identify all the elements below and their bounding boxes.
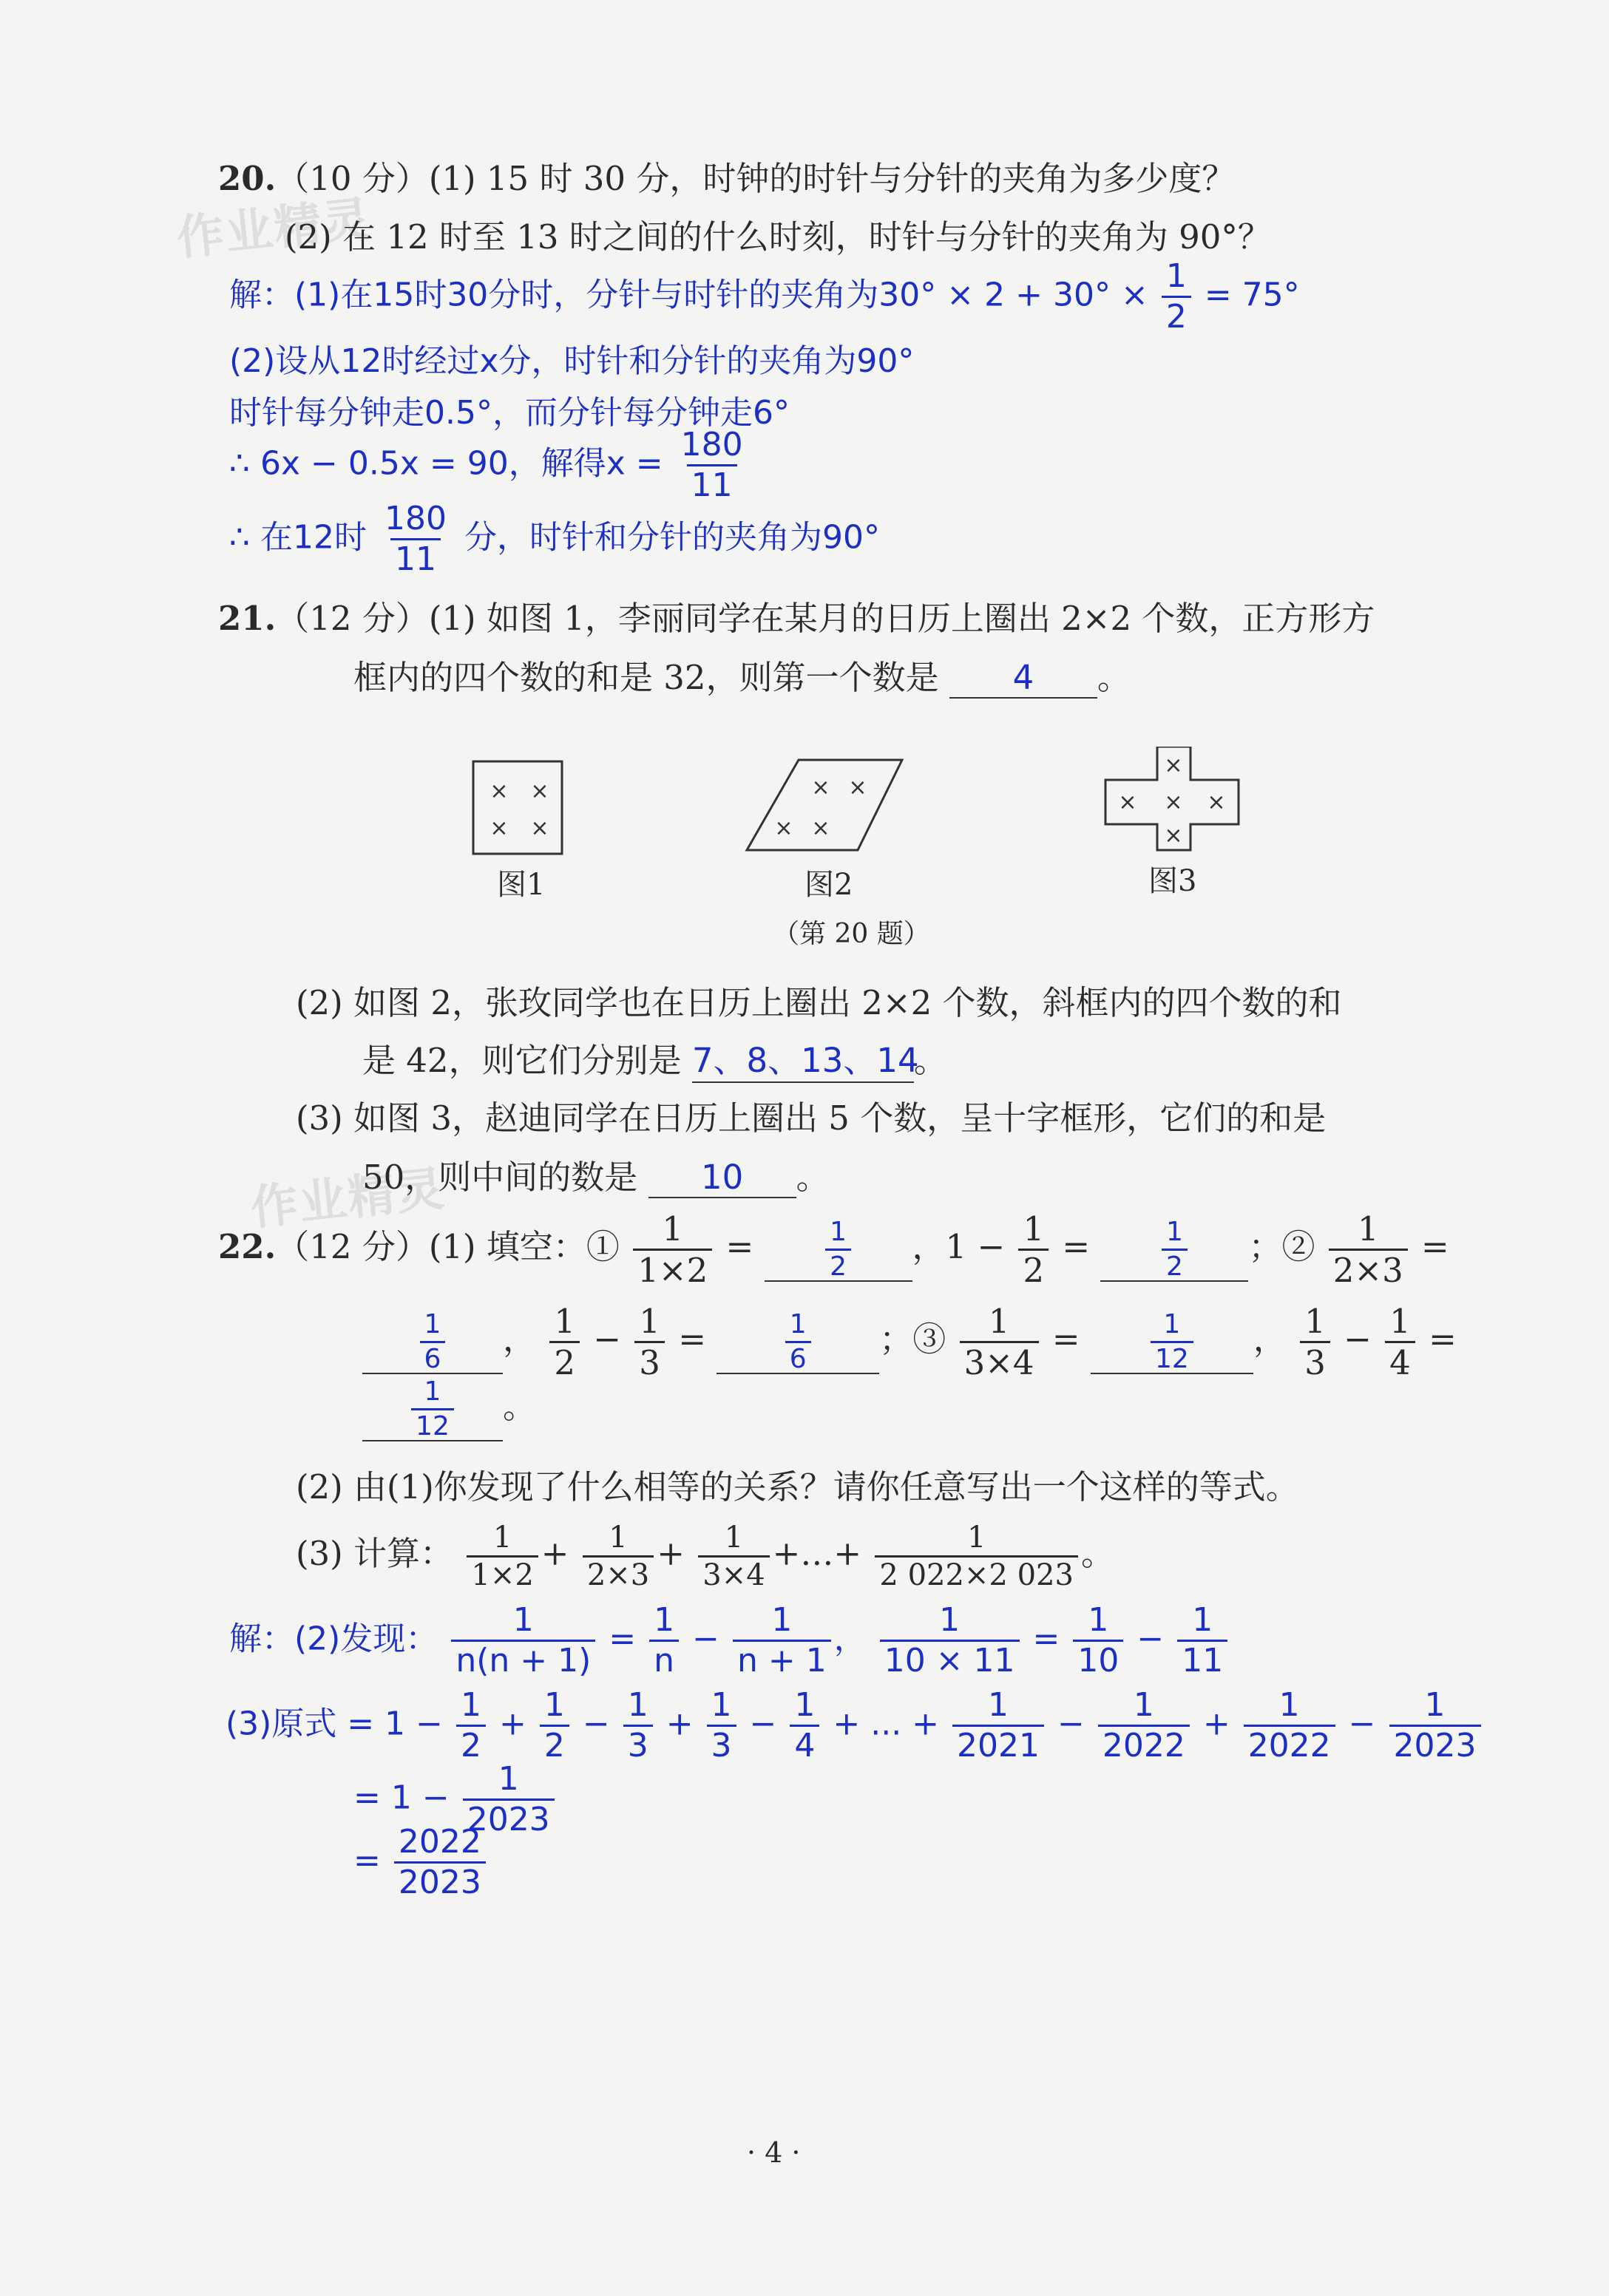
- solution-text: ∴ 6x − 0.5x = 90，解得x =: [229, 444, 663, 483]
- answer-blank: $\frac{1}{6}$: [362, 1311, 503, 1374]
- q21-part3-line1: (3) 如图 3，赵迪同学在日历上圈出 5 个数，呈十字框形，它们的和是: [296, 1098, 1327, 1138]
- question-number: 20.: [218, 159, 277, 198]
- stem-text: （12 分）(1) 如图 1，李丽同学在某月的日历上圈出 2×2 个数，正方形方: [276, 599, 1375, 638]
- cross-mark: ×: [1164, 789, 1183, 815]
- figure-3-label: 图3: [1148, 864, 1197, 898]
- watermark: 作业精灵: [248, 1161, 448, 1237]
- stem-text: （12 分）(1) 填空：①: [276, 1227, 620, 1266]
- cross-mark: ×: [848, 775, 867, 801]
- q21-part2-line2: 是 42，则它们分别是 7、8、13、14。: [362, 1033, 947, 1083]
- answer-blank: $\frac{1}{2}$: [765, 1219, 912, 1282]
- cross-mark: ×: [811, 815, 830, 841]
- solution-text: = 75°: [1204, 276, 1300, 314]
- answer-blank: $\frac{1}{12}$: [362, 1379, 503, 1441]
- figure-1-label: 图1: [497, 868, 546, 902]
- stem-text: (3) 计算：: [296, 1534, 454, 1573]
- fraction: $\frac{180}{11}$: [680, 426, 743, 504]
- solution-text: 解：(1)在15时30分时，分针与时针的夹角为30° × 2 + 30° ×: [229, 276, 1148, 314]
- page-number: · 4 ·: [747, 2136, 801, 2169]
- cross-mark: ×: [490, 778, 509, 804]
- q22-solution-line1: 解：(2)发现： $\frac{1}{n(n + 1)}$ = $\frac{1}{n}$ − $\frac{1}{n + 1}$ ， $\frac{1}{10 \times 11}$ = $\frac{1}{10}$ − $\frac{1}{11}$: [229, 1604, 1230, 1677]
- q21-part2-line1: (2) 如图 2，张玫同学也在日历上圈出 2×2 个数，斜框内的四个数的和: [296, 983, 1342, 1022]
- figure-2-label: 图2: [804, 868, 853, 902]
- calendar-figures: [458, 747, 1272, 857]
- answer-blank: [691, 1033, 919, 1083]
- cross-mark: ×: [811, 775, 830, 801]
- stem-text: （10 分）(1) 15 时 30 分，时钟的时针与分针的夹角为多少度？: [276, 159, 1236, 198]
- cross-mark: ×: [774, 815, 793, 841]
- q20-solution-line1: [229, 257, 1300, 336]
- question-number: 22.: [218, 1227, 277, 1266]
- answer: 4: [1012, 658, 1034, 697]
- solution-text: ∴ 在12时: [229, 518, 367, 557]
- cross-mark: ×: [1164, 753, 1183, 778]
- solution-text: (3)原式 = 1 −: [226, 1705, 444, 1743]
- stem-text: 50，则中间的数是: [362, 1158, 638, 1197]
- cross-mark: ×: [530, 778, 549, 804]
- cross-mark: ×: [1164, 823, 1183, 849]
- stem-text: 框内的四个数的和是 32，则第一个数是: [353, 658, 939, 697]
- q20-solution-line5: [229, 500, 880, 578]
- question-20-stem-line1: [218, 152, 1235, 200]
- watermark: 作业精灵: [174, 191, 374, 267]
- stem-text: 是 42，则它们分别是: [362, 1041, 682, 1080]
- answer: 7、8、13、14: [691, 1041, 919, 1080]
- solution-text: 分，时针和分针的夹角为90°: [464, 518, 880, 557]
- answer-blank: $\frac{1}{2}$: [1100, 1219, 1248, 1282]
- answer-blank: $\frac{1}{6}$: [717, 1311, 879, 1374]
- q22-part2: (2) 由(1)你发现了什么相等的关系？请你任意写出一个这样的等式。: [296, 1467, 1299, 1507]
- q22-part3: (3) 计算： $\frac{1}{1\times 2}$ + $\frac{1}{2\times 3}$ + $\frac{1}{3\times 4}$ +…+ $\frac{1}{2 022\times 2 023}$ 。: [296, 1521, 1114, 1592]
- q20-solution-line3: 时针每分钟走0.5°，而分针每分钟走6°: [229, 394, 790, 432]
- answer: 10: [700, 1158, 744, 1197]
- question-21-stem-line2: 框内的四个数的和是 32，则第一个数是 4 。: [353, 658, 1131, 697]
- question-21-stem-line1: [218, 591, 1375, 639]
- cross-mark: ×: [1207, 789, 1226, 815]
- q22-solution-line2: (3)原式 = 1 − $\frac{1}{2}$ + $\frac{1}{2}$ − $\frac{1}{3}$ + $\frac{1}{3}$ − $\frac{1}{4}$ + ... + $\frac{1}{2021}$ − $\frac{1}{2022}$ + $\frac{1}{2022}$ − $\frac{1}{2023}$: [226, 1689, 1484, 1762]
- fraction: $\frac{180}{11}$: [384, 500, 447, 578]
- fraction: $\frac{1}{2}$: [1162, 260, 1191, 333]
- answer-blank: [949, 658, 1097, 699]
- figure-caption: （第 20 题）: [773, 919, 930, 949]
- answer-blank: $\frac{1}{12}$: [1091, 1311, 1253, 1374]
- question-20-stem-line2: (2) 在 12 时至 13 时之间的什么时刻，时针与分针的夹角为 90°？: [285, 217, 1271, 257]
- solution-text: 解：(2)发现：: [229, 1620, 438, 1658]
- cross-mark: ×: [530, 815, 549, 841]
- cross-mark: ×: [1118, 789, 1137, 815]
- question-22-line1: 22.（12 分）(1) 填空：① $\frac{1}{1\times 2}$ = $\frac{1}{2}$ ，1 − $\frac{1}{2}$ = $\frac{1}{2}$ ；② $\frac{1}{2\times 3}$ =: [218, 1209, 1449, 1290]
- q22-solution-line3: = 1 − $\frac{1}{2023}$: [353, 1763, 558, 1836]
- question-22-line2: $\frac{1}{6}$ ， $\frac{1}{2}$ − $\frac{1}{3}$ = $\frac{1}{6}$ ；③ $\frac{1}{3\times 4}$ = $\frac{1}{12}$ ， $\frac{1}{3}$ − $\frac{1}{4}$ =: [362, 1305, 1457, 1379]
- q22-solution-line4: = $\frac{2022}{2023}$: [353, 1826, 489, 1899]
- answer-blank: [648, 1158, 796, 1198]
- q20-solution-line4: [229, 426, 751, 504]
- solution-text: = 1 −: [353, 1779, 450, 1817]
- cross-mark: ×: [490, 815, 509, 841]
- question-number: 21.: [218, 599, 277, 638]
- q21-part3-line2: 50，则中间的数是 10 。: [362, 1158, 830, 1197]
- q20-solution-line2: (2)设从12时经过x分，时针和分针的夹角为90°: [229, 342, 915, 380]
- question-22-line3: $\frac{1}{12}$ 。: [362, 1379, 536, 1441]
